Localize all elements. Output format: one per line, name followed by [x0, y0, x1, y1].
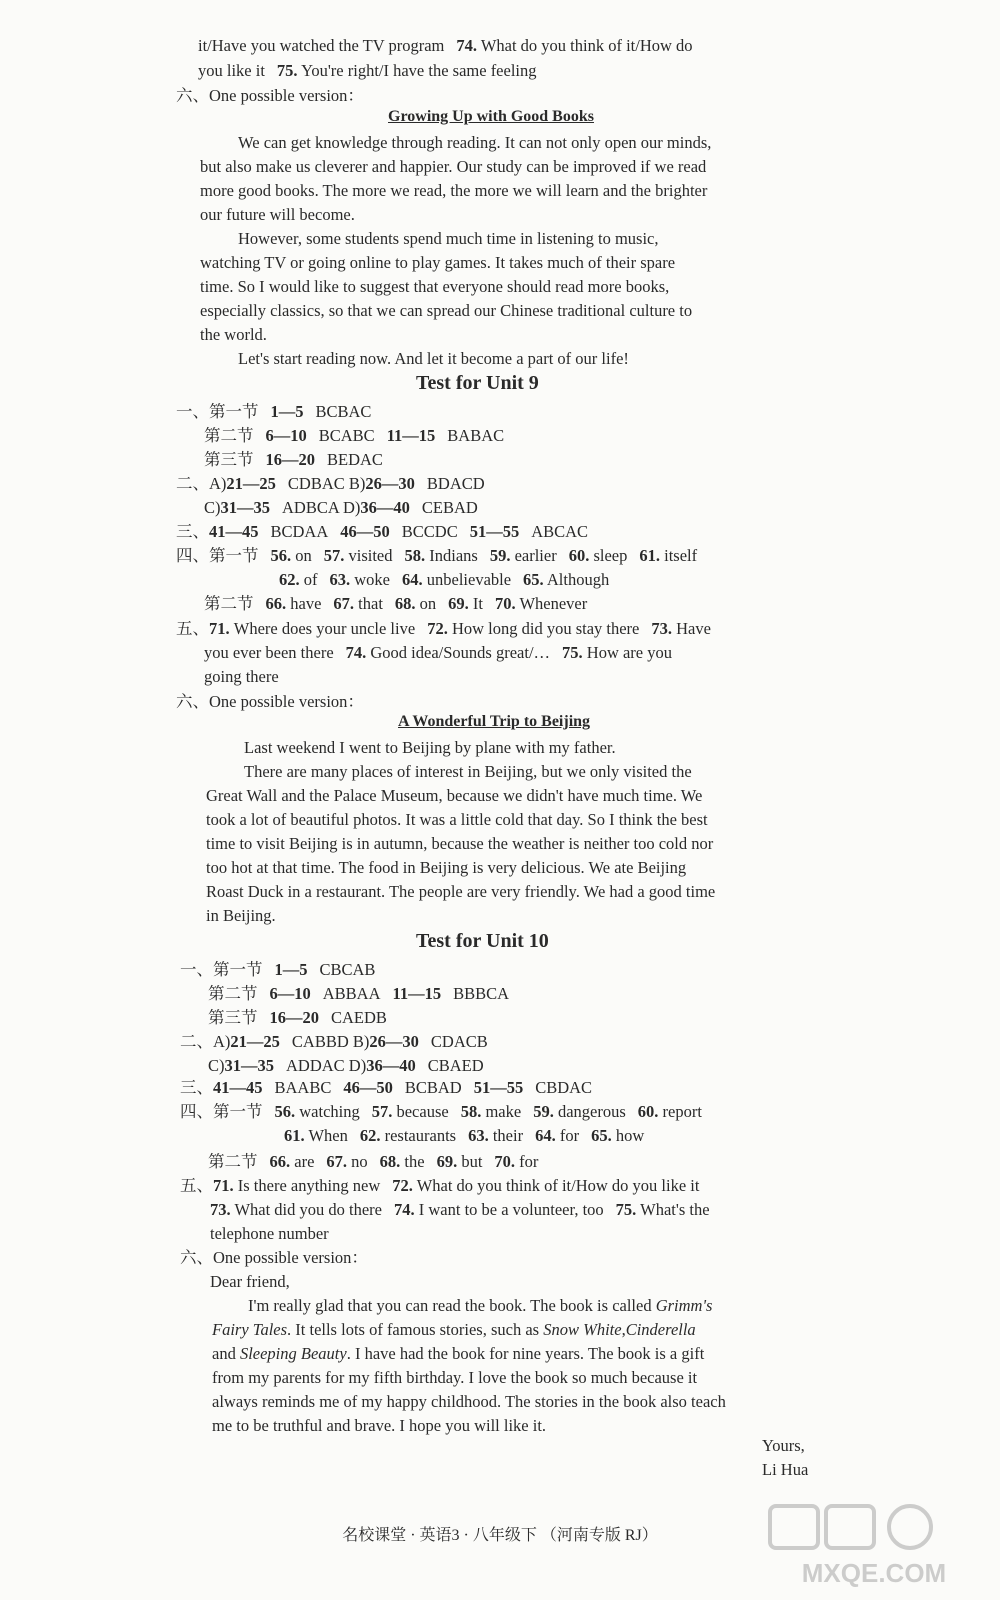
answer-row: 第二节 66. have 67. that 68. on 69. It 70. Whenever — [204, 594, 588, 613]
answer-row: 一、第一节 1—5 BCBAC — [176, 402, 372, 421]
essay-line: our future will become. — [200, 205, 355, 224]
answer-row: 一、第一节 1—5 CBCAB — [180, 960, 376, 979]
answer-row: 五、71. Is there anything new 72. What do you think of it/How do you like it — [180, 1176, 700, 1195]
letter-line: from my parents for my fifth birthday. I love the book so much because it — [212, 1368, 698, 1387]
essay-line: but also make us cleverer and happier. Our study can be improved if we read — [200, 157, 707, 176]
essay-line: There are many places of interest in Beijing, but we only visited the — [244, 762, 692, 781]
answer-row: 四、第一节 56. watching 57. because 58. make 59. dangerous 60. report — [180, 1102, 702, 1121]
unit-title: Test for Unit 9 — [416, 372, 539, 394]
essay-line: too hot at that time. The food in Beijing is very delicious. We ate Beijing — [206, 858, 687, 877]
essay-line: time to visit Beijing is in autumn, because the weather is neither too cold nor — [206, 834, 714, 853]
answer-row: C)31—35 ADBCA D)36—40 CEBAD — [204, 498, 478, 517]
letter-line: Fairy Tales. It tells lots of famous stories, such as Snow White,Cinderella — [212, 1320, 696, 1339]
unit-title: Test for Unit 10 — [416, 930, 549, 952]
answer-row: telephone number — [210, 1224, 329, 1243]
answer-row: 62. of 63. woke 64. unbelievable 65. Although — [279, 570, 610, 589]
essay-title: A Wonderful Trip to Beijing — [398, 713, 591, 730]
section-label: 六、One possible version： — [180, 1248, 368, 1267]
section-label: 六、One possible version： — [176, 86, 364, 105]
letter-signature: Li Hua — [762, 1460, 809, 1479]
essay-line: Roast Duck in a restaurant. The people are very friendly. We had a good time — [206, 882, 716, 901]
letter-line: and Sleeping Beauty. I have had the book for nine years. The book is a gift — [212, 1344, 705, 1363]
essay-line: Great Wall and the Palace Museum, because we didn't have much time. We — [206, 786, 703, 805]
answer-row: C)31—35 ADDAC D)36—40 CBAED — [208, 1056, 484, 1075]
answer-row: going there — [204, 667, 279, 686]
essay-line: took a lot of beautiful photos. It was a little cold that day. So I think the best — [206, 810, 708, 829]
essay-title: Growing Up with Good Books — [388, 108, 594, 125]
letter-line: always reminds me of my happy childhood. The stories in the book also teach — [212, 1392, 726, 1411]
watermark-text: MXQE.COM — [801, 1558, 947, 1588]
answer-row: 第二节 6—10 ABBAA 11—15 BBBCA — [208, 984, 510, 1003]
answer-row: 61. When 62. restaurants 63. their 64. for 65. how — [284, 1126, 645, 1145]
answer-row: you ever been there 74. Good idea/Sounds great/… 75. How are you — [204, 643, 673, 662]
essay-line: Last weekend I went to Beijing by plane with my father. — [244, 738, 616, 757]
answer-row: 五、71. Where does your uncle live 72. How long did you stay there 73. Have — [176, 619, 711, 638]
essay-line: more good books. The more we read, the more we will learn and the brighter — [200, 181, 708, 200]
answer-row: 三、41—45 BAABC 46—50 BCBAD 51—55 CBDAC — [180, 1078, 593, 1097]
answer-row: 第二节 6—10 BCABC 11—15 BABAC — [204, 426, 505, 445]
letter-line: I'm really glad that you can read the book. The book is called Grimm's — [248, 1296, 713, 1315]
answer-row: 二、A)21—25 CABBD B)26—30 CDACB — [180, 1032, 488, 1051]
essay-line: Let's start reading now. And let it become a part of our life! — [238, 349, 629, 368]
essay-line: time. So I would like to suggest that everyone should read more books, — [200, 277, 670, 296]
letter-greeting: Dear friend, — [210, 1272, 290, 1291]
letter-line: me to be truthful and brave. I hope you will like it. — [212, 1416, 547, 1435]
section-label: 六、One possible version： — [176, 692, 364, 711]
essay-line: especially classics, so that we can spread our Chinese traditional culture to — [200, 301, 693, 320]
answer-row: 73. What did you do there 74. I want to be a volunteer, too 75. What's the — [210, 1200, 710, 1219]
answer-line: you like it 75. You're right/I have the same feeling — [198, 61, 537, 80]
answer-row: 第三节 16—20 CAEDB — [208, 1008, 387, 1027]
answer-row: 第二节 66. are 67. no 68. the 69. but 70. for — [208, 1152, 539, 1171]
answer-row: 第三节 16—20 BEDAC — [204, 450, 383, 469]
essay-line: the world. — [200, 325, 267, 344]
letter-closing: Yours, — [762, 1436, 805, 1455]
essay-line: However, some students spend much time in listening to music, — [238, 229, 659, 248]
essay-line: in Beijing. — [206, 906, 276, 925]
page-footer: 名校课堂 · 英语3 · 八年级下 （河南专版 RJ） — [342, 1527, 658, 1544]
answer-row: 三、41—45 BCDAA 46—50 BCCDC 51—55 ABCAC — [176, 522, 589, 541]
answer-line: it/Have you watched the TV program 74. What do you think of it/How do — [198, 36, 693, 55]
watermark-logo — [764, 1500, 984, 1590]
answer-row: 二、A)21—25 CDBAC B)26—30 BDACD — [176, 474, 485, 493]
essay-line: We can get knowledge through reading. It can not only open our minds, — [238, 133, 712, 152]
answer-row: 四、第一节 56. on 57. visited 58. Indians 59. earlier 60. sleep 61. itself — [176, 546, 698, 565]
essay-line: watching TV or going online to play games. It takes much of their spare — [200, 253, 676, 272]
